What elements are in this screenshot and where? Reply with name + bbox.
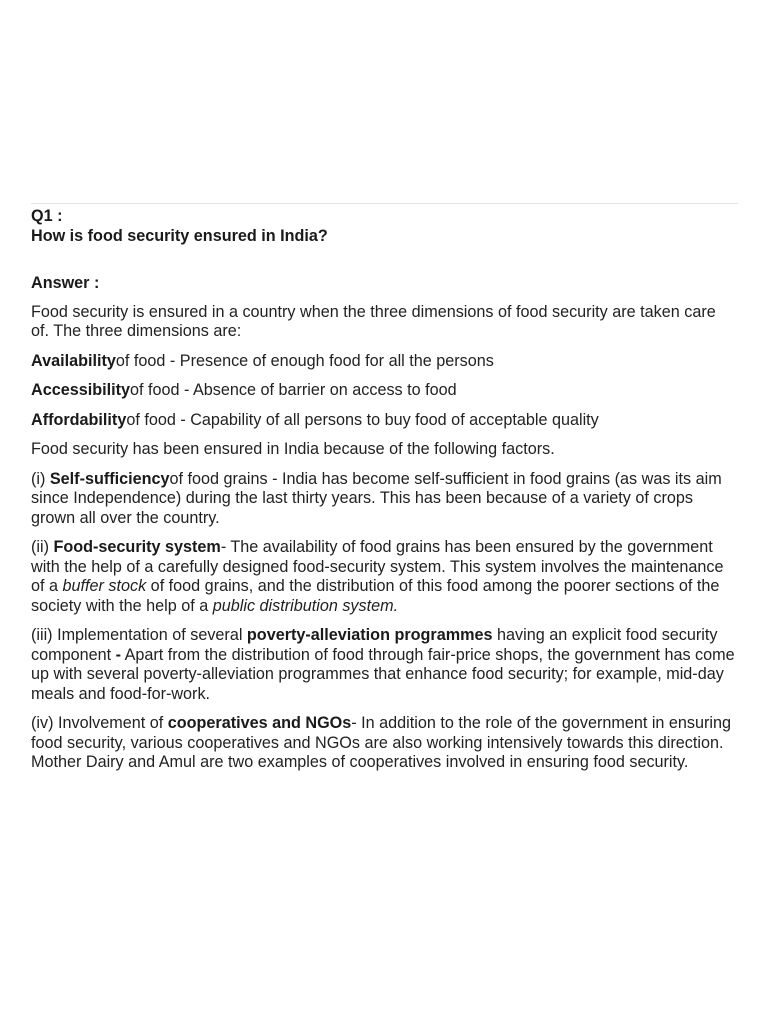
factor-term: cooperatives and NGOs xyxy=(167,714,352,732)
emphasis-buffer-stock: buffer stock xyxy=(62,577,147,595)
dimension-suffix: of food xyxy=(126,410,176,429)
dimension-availability xyxy=(31,352,736,372)
dimension-accessibility xyxy=(31,381,736,401)
question-text: How is food security ensured in India? xyxy=(31,227,328,245)
factor-term: Self-sufficiency xyxy=(49,469,170,488)
factor-prefix: (iv) Involvement of xyxy=(31,714,168,732)
factor-self-sufficiency xyxy=(31,470,736,529)
factor-text: . xyxy=(393,596,399,615)
answer-intro: Food security is ensured in a country when the three dimensions of food security are taken care of. The three dimensions are: xyxy=(31,302,716,340)
dimension-desc: Capability of all persons to buy food of acceptable quality xyxy=(190,410,599,429)
factor-dash: - xyxy=(115,645,121,664)
dimension-sep: - xyxy=(165,351,180,370)
top-divider xyxy=(31,203,738,204)
dimension-term: Availability xyxy=(31,351,116,370)
factor-term: poverty-alleviation programmes xyxy=(246,626,493,644)
factor-text: having an explicit food security component xyxy=(31,626,718,664)
factor-prefix: (iii) Implementation of several xyxy=(31,626,247,644)
dimension-sep: - xyxy=(175,410,191,429)
emphasis-public-distribution-system: public distribution system xyxy=(212,596,394,615)
dimension-desc: Presence of enough food for all the persons xyxy=(179,351,494,370)
factor-term: Food-security system xyxy=(53,538,221,556)
factor-text: - In addition to the role of the government in ensuring food security, various cooperatives and NGOs are also working intensively towards this direction. Mother Dairy and Amul are two examples of cooperatives involved in ensuring food security. xyxy=(31,714,732,771)
factor-prefix: (i) xyxy=(31,469,50,488)
dimension-term: Affordability xyxy=(31,410,127,429)
factor-text: Apart from the distribution of food through fair-price shops, the government has come up with several poverty-alleviation programmes that enhance food security; for example, mid-day meals and food-for-work. xyxy=(31,645,735,703)
factor-text: - The availability of food grains has been ensured by the government with the help of a carefully designed food-security system. This system involves the maintenance of a xyxy=(31,538,724,595)
dimension-affordability xyxy=(31,411,736,431)
dimension-desc: Absence of barrier on access to food xyxy=(193,381,457,399)
factors-intro: Food security has been ensured in India because of the following factors. xyxy=(31,440,555,458)
dimension-suffix: of food xyxy=(115,351,166,370)
document-body xyxy=(31,206,736,783)
factor-poverty-alleviation xyxy=(31,626,736,704)
factor-text: of food grains, and the distribution of this food among the poorer sections of the society with the help of a xyxy=(31,577,720,615)
factor-cooperatives-ngos xyxy=(31,714,736,773)
question-label: Q1 : xyxy=(31,207,63,225)
factor-food-security-system xyxy=(31,538,736,616)
dimension-sep: - xyxy=(179,381,193,399)
factor-prefix: (ii) xyxy=(31,538,54,556)
factor-text: of food grains - India has become self-sufficient in food grains (as was its aim since Independence) during the last thirty years. This has been because of a variety of crops grown all over the country. xyxy=(31,469,722,527)
dimension-suffix: of food xyxy=(129,381,180,399)
answer-label: Answer : xyxy=(31,274,100,292)
dimension-term: Accessibility xyxy=(31,381,130,399)
